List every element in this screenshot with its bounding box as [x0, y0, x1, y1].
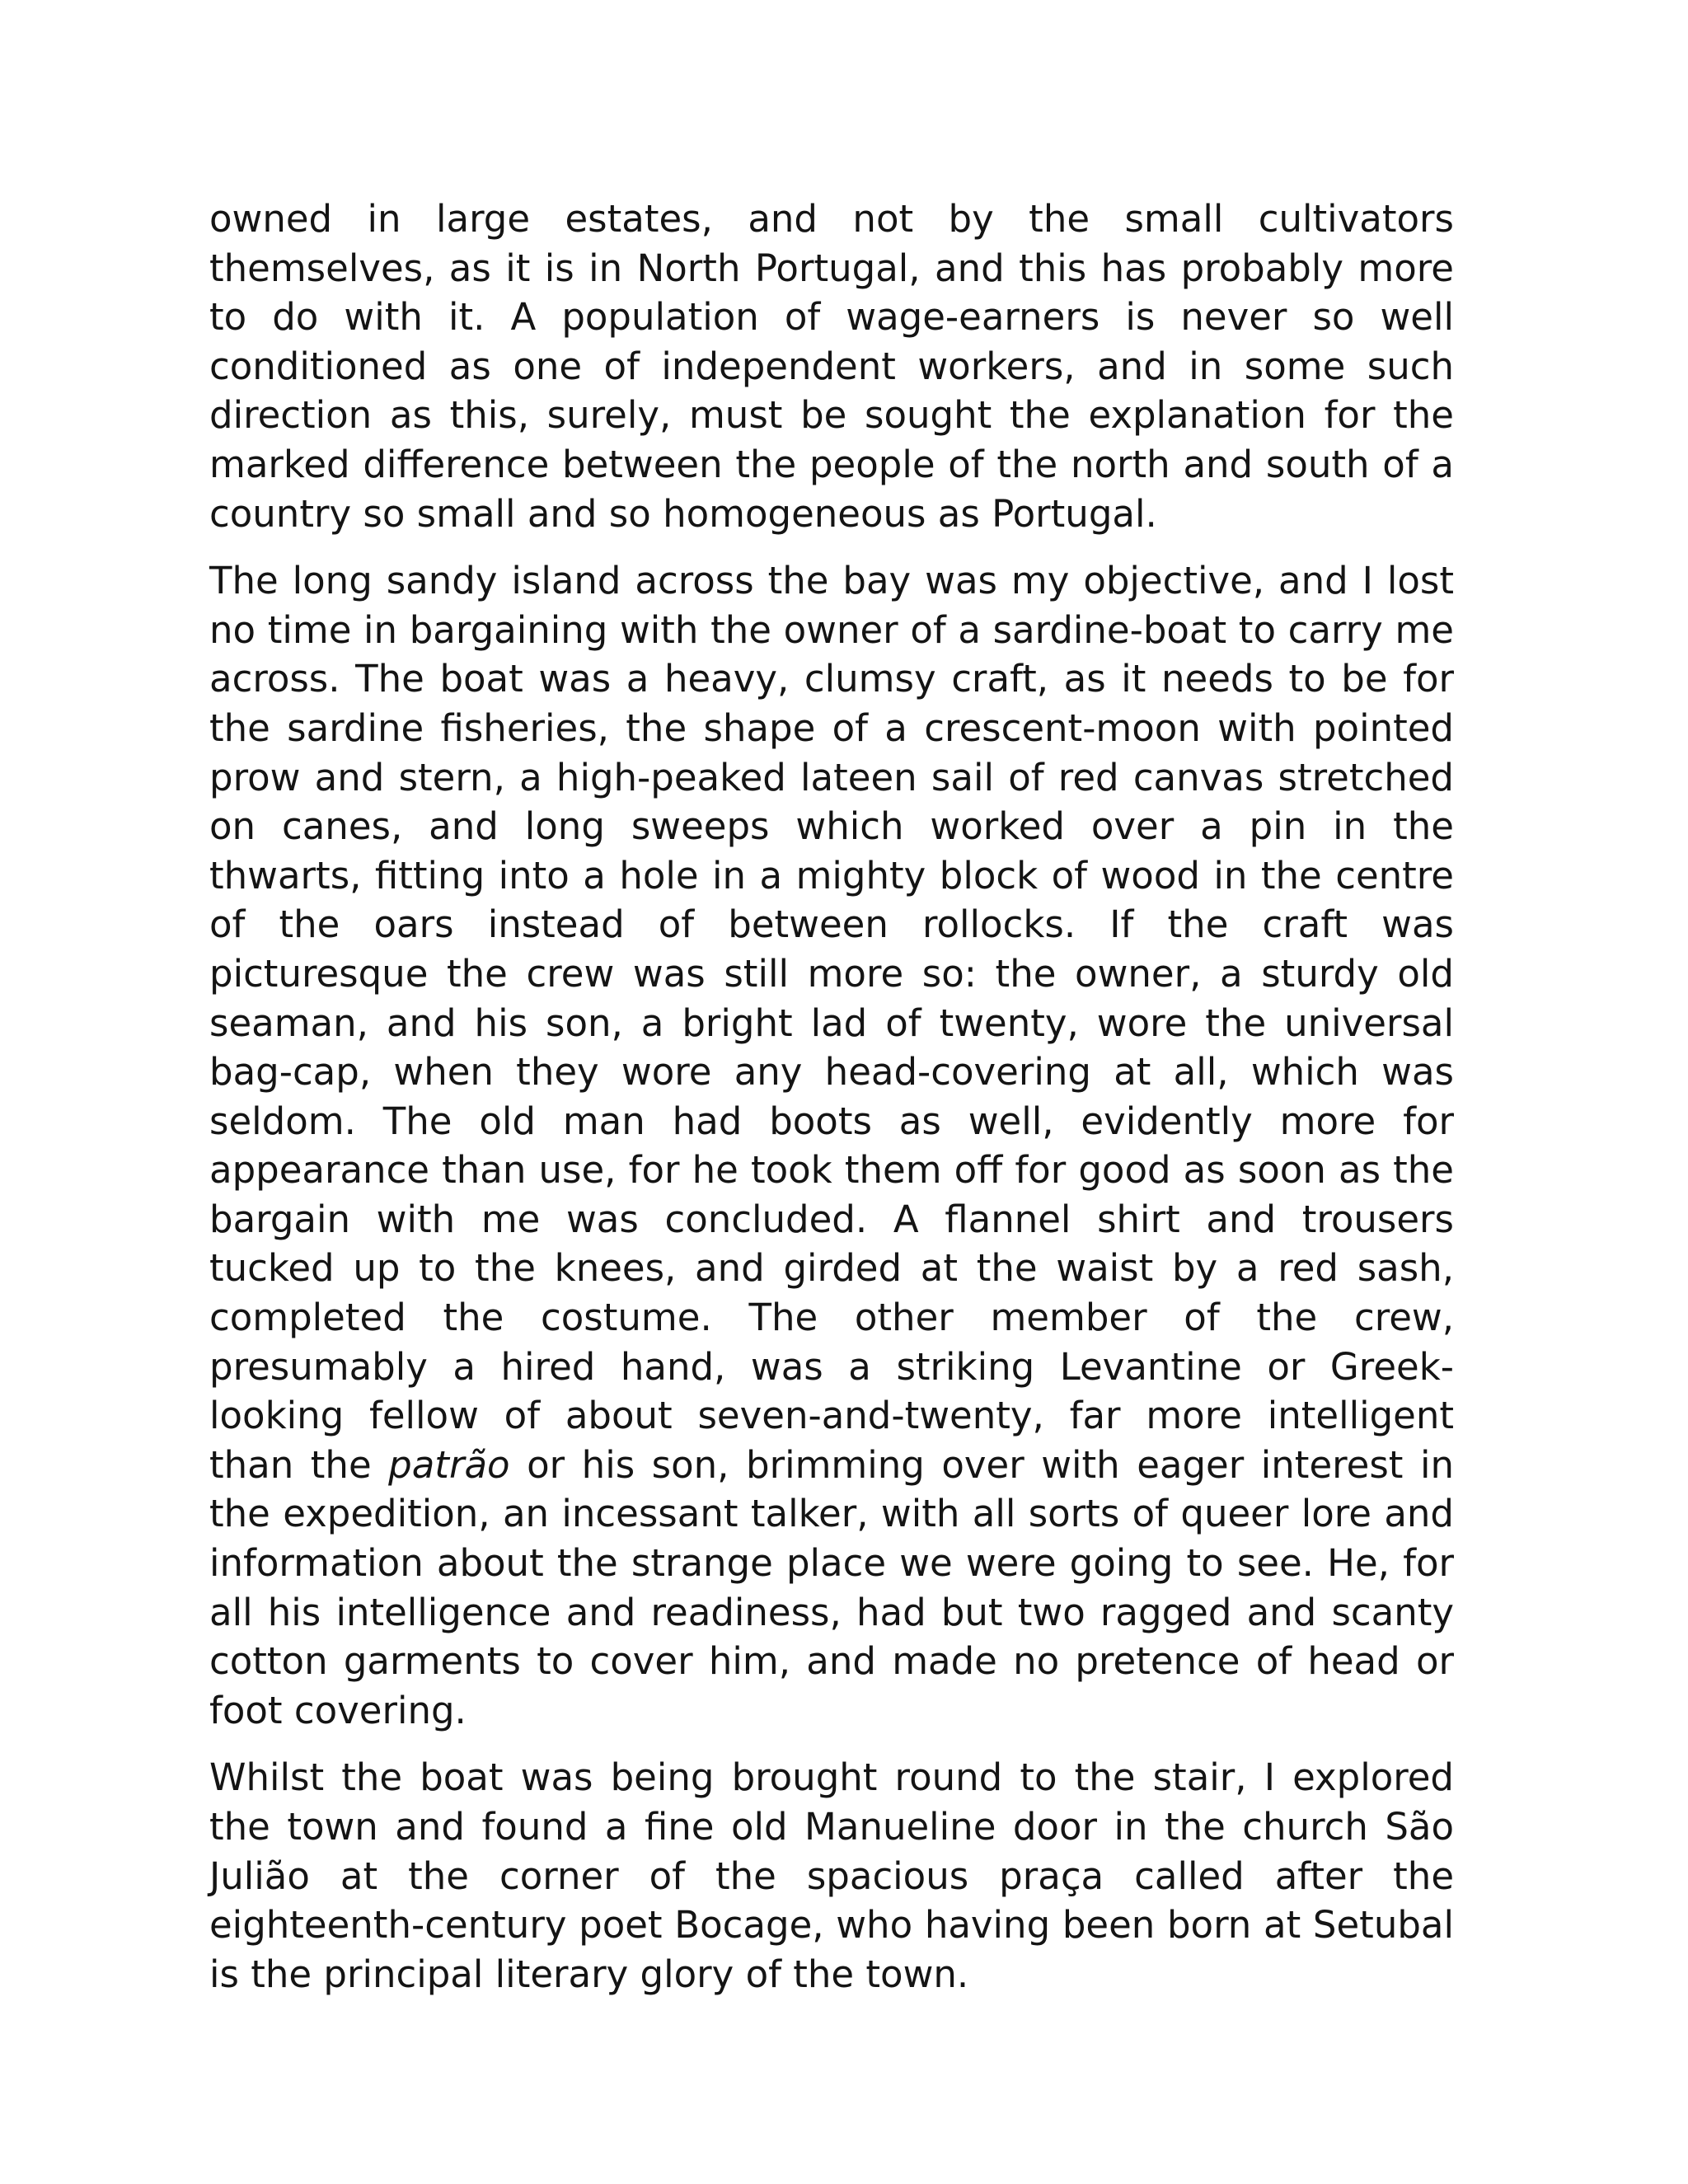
paragraph-2-text-end: or his son, brimming over with eager interest in the expedition, an incessant talker, with all sorts of queer lore and information about the strange place we were going to see. He, for all his intelligence and readiness, had but two ragged and scanty cotton garments to cover him, and made no pretence of head or foot covering. [209, 1442, 1454, 1732]
paragraph-1: owned in large estates, and not by the small cultivators themselves, as it is in North Portugal, and this has probably more to do with it. A population of wage-earners is never so well conditioned as one of independent workers, and in some such direction as this, surely, must be sought the explanation for the marked difference between the people of the north and south of a country so small and so homogeneous as Portugal. [209, 197, 1454, 536]
document-page [209, 194, 1454, 1999]
paragraph-2 [209, 556, 1454, 1735]
paragraph-3: Whilst the boat was being brought round to the stair, I explored the town and found a fine old Manueline door in the church São Julião at the corner of the spacious praça called after the eighteenth-century poet Bocage, who having been born at Setubal is the principal literary glory of the town. [209, 1755, 1454, 1996]
paragraph-2-text-start: The long sandy island across the bay was my objective, and I lost no time in bargaining with the owner of a sardine-boat to carry me across. The boat was a heavy, clumsy craft, as it needs to be for the sardine fisheries, the shape of a crescent-moon with pointed prow and stern, a high-peaked lateen sail of red canvas stretched on canes, and long sweeps which worked over a pin in the thwarts, fitting into a hole in a mighty block of wood in the centre of the oars instead of between rollocks. If the craft was picturesque the crew was still more so: the owner, a sturdy old seaman, and his son, a bright lad of twenty, wore the universal bag-cap, when they wore any head-covering at all, which was seldom. The old man had boots as well, evidently more for appearance than use, for he took them off for good as soon as the bargain with me was concluded. A flannel shirt and trousers tucked up to the knees, and girded at the waist by a red sash, completed the costume. The other member of the crew, presumably a hired hand, was a striking Levantine or Greek-looking fellow of about seven-and-twenty, far more intelligent than the [209, 559, 1454, 1487]
paragraph-2-italic-word: patrão [388, 1442, 510, 1487]
